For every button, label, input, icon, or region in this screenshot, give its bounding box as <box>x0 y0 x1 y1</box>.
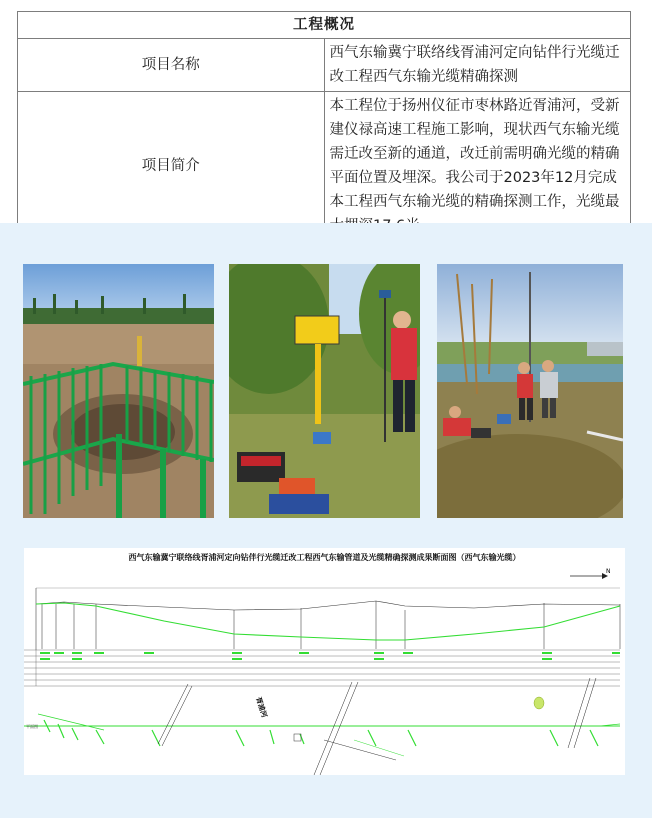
site-photo-marker-survey <box>229 264 420 518</box>
drawing-title: 西气东输冀宁联络线胥浦河定向钻伴行光缆迁改工程西气东输管道及光缆精确探测成果断面图（西气东输光缆） <box>128 552 521 562</box>
overview-table <box>17 11 631 241</box>
plan-label: 平面图 <box>26 724 38 729</box>
river-label: 胥浦河 <box>254 696 269 719</box>
table-row <box>18 92 631 241</box>
overview-title: 工程概况 <box>18 12 631 39</box>
site-photo-riverbank-workers <box>437 264 623 518</box>
project-name-label: 项目名称 <box>18 39 325 92</box>
project-intro-label: 项目简介 <box>18 92 325 241</box>
profile-svg <box>24 548 625 775</box>
north-mark: N <box>606 568 611 575</box>
table-row <box>18 39 631 92</box>
site-photo-fenced-pit <box>23 264 214 518</box>
profile-drawing <box>24 548 625 775</box>
project-intro-value: 本工程位于扬州仪征市枣林路近胥浦河，受新建仪禄高速工程施工影响，现状西气东输光缆需迁改至新的通道，改迁前需明确光缆的精确平面位置及埋深。我公司于2023年12月完成本工程西气东输光缆的精确探测工作，光缆最 <box>324 92 631 241</box>
project-name-value: 西气东输冀宁联络线胥浦河定向钻伴行光缆迁改工程西气东输光缆精确探测 <box>324 39 631 92</box>
